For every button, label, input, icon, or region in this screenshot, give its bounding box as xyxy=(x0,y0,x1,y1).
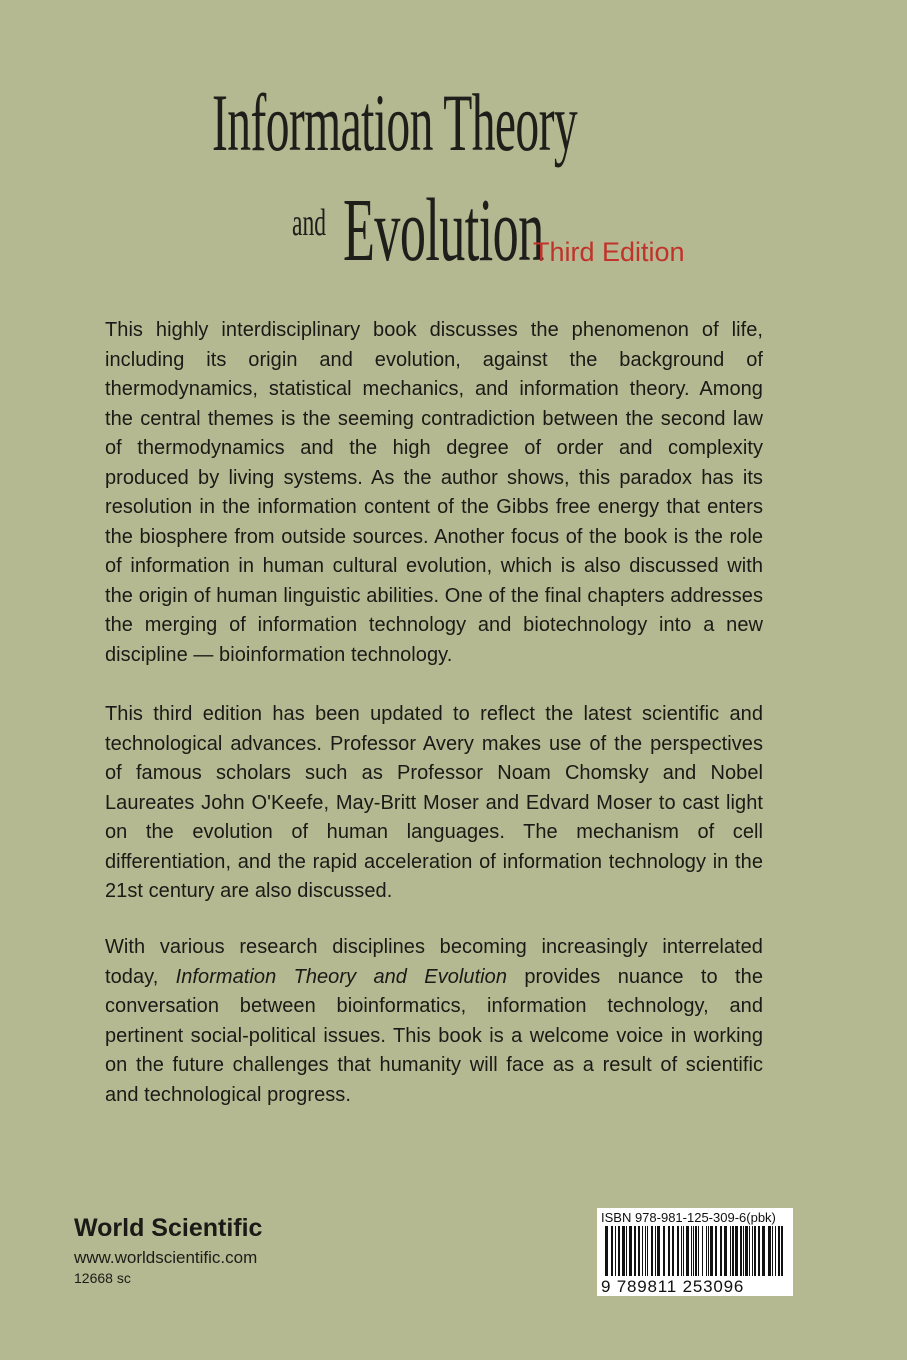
publisher-name: World Scientific xyxy=(74,1214,263,1242)
barcode-bar xyxy=(710,1226,713,1276)
barcode-bar xyxy=(752,1226,753,1276)
barcode-bar xyxy=(708,1226,709,1276)
barcode-bar xyxy=(754,1226,756,1276)
barcode-bar xyxy=(668,1226,670,1276)
barcode-bar xyxy=(772,1226,773,1276)
barcode-digits: 9 789811 253096 xyxy=(601,1277,745,1296)
barcode-bar xyxy=(740,1226,742,1276)
barcode-bar xyxy=(605,1226,608,1276)
barcode-bar xyxy=(655,1226,656,1276)
barcode-bar xyxy=(651,1226,653,1276)
barcode-bar xyxy=(745,1226,748,1276)
barcode-bar xyxy=(615,1226,616,1276)
barcode-bar xyxy=(743,1226,744,1276)
barcode-bar xyxy=(629,1226,632,1276)
product-code: 12668 sc xyxy=(74,1270,131,1286)
barcode-bar xyxy=(724,1226,727,1276)
barcode-bar xyxy=(768,1226,771,1276)
barcode-bar xyxy=(647,1226,648,1276)
barcode-bar xyxy=(775,1226,776,1276)
title-line-1: Information Theory xyxy=(212,77,578,168)
barcode-bar xyxy=(663,1226,665,1276)
barcode-bars xyxy=(605,1226,785,1276)
barcode-bar xyxy=(702,1226,703,1276)
barcode-bar xyxy=(758,1226,760,1276)
p3-text-end: provides nuance to the conversation between bioinformatics, information technology, and pertinent social-political issues. This book is a welcome voice in working on the future challenges that humanity will face as a result of scientific and technological progress. xyxy=(105,965,763,1106)
barcode-bar xyxy=(645,1226,646,1276)
barcode-bar xyxy=(698,1226,699,1276)
p3-text-start: With various research disciplines becoming increasingly interrelated today, xyxy=(105,936,763,988)
barcode-bar xyxy=(732,1226,734,1276)
barcode-bar xyxy=(749,1226,750,1276)
barcode-bar xyxy=(638,1226,640,1276)
description-paragraph-1: This highly interdisciplinary book discusses the phenomenon of life, including its origin and evolution, against the background of thermodynamics, statistical mechanics, and information theory. Among the central themes is the seeming contradiction between the second law of thermodynamics and the high degree of order and complexity produced by living systems. As the author shows, this paradox has its resolution in the information content of the Gibbs free energy that enters the biosphere from outside sources. Another focus of the book is the role of information in human cultural evolution, which is also discussed with the origin of human linguistic abilities. One of the final chapters addresses the merging of information technology and biotechnology into a new discipline — bioinformation technology. xyxy=(105,319,763,666)
barcode-bar xyxy=(778,1226,780,1276)
barcode-bar xyxy=(611,1226,613,1276)
barcode-bar xyxy=(715,1226,717,1276)
barcode-bar xyxy=(695,1226,697,1276)
edition-label: Third Edition xyxy=(533,237,685,267)
barcode-bar xyxy=(706,1226,707,1276)
barcode-bar xyxy=(681,1226,682,1276)
barcode-bar xyxy=(691,1226,692,1276)
publisher-website: www.worldscientific.com xyxy=(74,1248,258,1267)
barcode-bar xyxy=(762,1226,765,1276)
isbn-label: ISBN 978-981-125-309-6(pbk) xyxy=(601,1210,776,1225)
p3-book-title: Information Theory and Evolution xyxy=(175,965,508,988)
barcode-bar xyxy=(642,1226,643,1276)
barcode-bar xyxy=(735,1226,738,1276)
barcode-bar xyxy=(672,1226,674,1276)
barcode-bar xyxy=(677,1226,679,1276)
barcode-bar xyxy=(693,1226,694,1276)
barcode-bar xyxy=(730,1226,731,1276)
barcode-bar xyxy=(720,1226,722,1276)
barcode-bar xyxy=(781,1226,783,1276)
barcode-bar xyxy=(686,1226,689,1276)
barcode-box xyxy=(597,1208,793,1296)
title-line-2: Evolution xyxy=(343,181,544,280)
barcode-bar xyxy=(626,1226,627,1276)
barcode-bar xyxy=(657,1226,660,1276)
title-and: and xyxy=(292,202,327,244)
barcode-bar xyxy=(683,1226,684,1276)
description-paragraph-3 xyxy=(105,933,763,1110)
description-paragraph-2: This third edition has been updated to reflect the latest scientific and technological advances. Professor Avery makes use of the perspectives of famous scholars such as Professor Noam Chomsky and Nobel Laureates John O'Keefe, May-Britt Moser and Edvard Moser to cast light on the evolution of human languages. The mechanism of cell differentiation, and the rapid acceleration of information technology in the 21st century are also discussed. xyxy=(105,703,763,902)
barcode-bar xyxy=(634,1226,636,1276)
barcode-bar xyxy=(622,1226,625,1276)
barcode-bar xyxy=(618,1226,620,1276)
